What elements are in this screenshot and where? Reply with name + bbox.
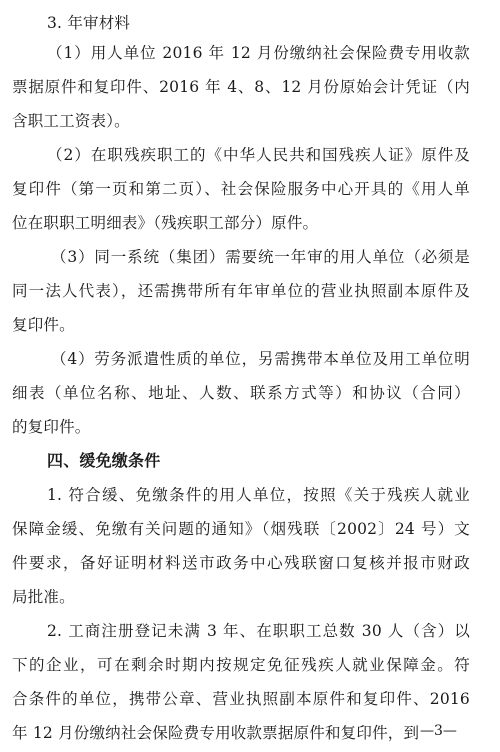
paragraph-3-line-2: 同一法人代表），还需携带所有年审单位的营业执照副本原件及: [12, 282, 470, 300]
paragraph-1-line-2: 票据原件和复印件、2016 年 4、8、12 月份原始会计凭证（内: [12, 78, 470, 96]
paragraph-2-line-1: （2）在职残疾职工的《中华人民共和国残疾人证》原件及: [47, 146, 470, 164]
paragraph-5-line-1: 1. 符合缓、免缴条件的用人单位，按照《关于残疾人就业: [47, 486, 470, 504]
section-heading-deferral-exemption: 四、缓免缴条件: [47, 451, 161, 470]
paragraph-5-line-4: 局批准。: [12, 588, 75, 606]
paragraph-6-line-2: 下的企业，可在剩余时期内按规定免征残疾人就业保障金。符: [12, 656, 470, 674]
paragraph-6-line-1: 2. 工商注册登记未满 3 年、在职职工总数 30 人（含）以: [47, 622, 470, 640]
paragraph-5-line-2: 保障金缓、免缴有关问题的通知》（烟残联〔2002〕24 号）文: [12, 520, 470, 538]
subsection-heading-annual-review: 3. 年审材料: [47, 14, 131, 32]
paragraph-2-line-2: 复印件（第一页和第二页）、社会保险服务中心开具的《用人单: [12, 180, 470, 198]
paragraph-2-line-3: 位在职职工明细表》（残疾职工部分）原件。: [12, 214, 319, 232]
paragraph-6-line-4: 年 12 月份缴纳社会保险费专用收款票据原件和复印件，到: [12, 724, 420, 742]
paragraph-4-line-1: （4）劳务派遣性质的单位，另需携带本单位及用工单位明: [51, 350, 470, 368]
paragraph-1-line-1: （1）用人单位 2016 年 12 月份缴纳社会保险费专用收款: [47, 44, 470, 62]
paragraph-4-line-2: 细表（单位名称、地址、人数、联系方式等）和协议（合同）: [12, 384, 470, 402]
paragraph-1-line-3: 含职工工资表）。: [12, 112, 130, 130]
paragraph-4-line-3: 的复印件。: [12, 418, 91, 436]
paragraph-3-line-1: （3）同一系统（集团）需要统一年审的用人单位（必须是: [51, 248, 470, 266]
paragraph-6-line-3: 合条件的单位，携带公章、营业执照副本原件和复印件、2016: [12, 690, 470, 708]
paragraph-3-line-3: 复印件。: [12, 316, 75, 334]
paragraph-5-line-3: 件要求，备好证明材料送市政务中心残联窗口复核并报市财政: [12, 554, 470, 572]
page-number: —3—: [420, 723, 457, 739]
